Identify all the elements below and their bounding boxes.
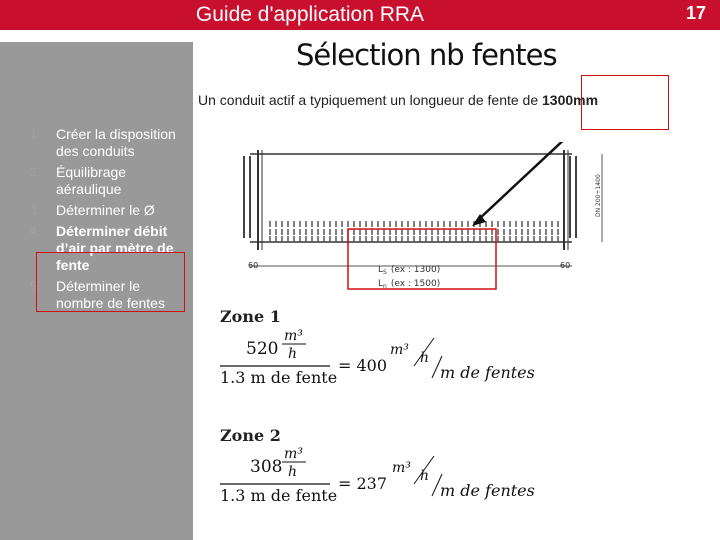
step-item [30, 202, 185, 219]
zone-2-equation [218, 444, 558, 516]
zone-1-result-unit-mid: h [420, 350, 430, 366]
zone-2-flow-unit-den: h [288, 464, 298, 480]
zone-2-result-unit-num: m³ [392, 460, 411, 476]
zone-1-flow: 520 [246, 339, 279, 359]
slide-title: Sélection nb fentes [296, 38, 557, 72]
step-item [30, 126, 185, 160]
highlight-box-step [36, 252, 185, 312]
step-label: Équilibrage aéraulique [56, 164, 127, 197]
step-label: Déterminer débit d’air par mètre de fente [56, 223, 174, 273]
height-label: DN 200÷1400 [595, 174, 602, 217]
highlight-box-length [581, 75, 669, 130]
page-number: 17 [685, 3, 706, 23]
step-number: 3. [30, 203, 41, 217]
header-title: Guide d'application RRA [195, 3, 425, 26]
zone-1-label: Zone 1 [220, 307, 281, 326]
zone-1-flow-unit-num: m³ [284, 328, 303, 344]
zone-1-divisor: 1.3 m de fente [220, 368, 338, 387]
zone-1-result: = 400 [338, 356, 388, 375]
ln-label: $L_n$ (ex : 1500) [378, 279, 441, 290]
step-label: Déterminer le Ø [56, 202, 155, 218]
zone-1-flow-unit-den: h [288, 346, 298, 362]
left-dim-label: 60 [248, 261, 259, 270]
zone-2-flow: 308 [250, 457, 283, 477]
zone-2-flow-unit-num: m³ [284, 446, 303, 462]
subtitle-value: 1300mm [542, 92, 599, 108]
zone-1-equation [218, 326, 558, 398]
zone-2-result: = 237 [338, 474, 388, 493]
step-number: 5. [30, 279, 41, 293]
step-number: 1. [30, 127, 41, 141]
zone-2-result-unit-den: m de fentes [440, 481, 535, 500]
subtitle-text: Un conduit actif a typiquement un longueur de fente de [198, 92, 543, 108]
step-label: Déterminer le nombre de fentes [56, 278, 165, 311]
zone-1-result-unit-den: m de fentes [440, 363, 535, 382]
ls-label: $L_S$ (ex : 1300) [378, 265, 441, 276]
step-item [30, 164, 185, 198]
zone-1-result-unit-num: m³ [390, 342, 409, 358]
zone-2-divisor: 1.3 m de fente [220, 486, 338, 505]
right-dim-label: 60 [560, 261, 571, 270]
duct-slot-diagram [230, 142, 610, 292]
zone-2-label: Zone 2 [220, 426, 281, 445]
header-bar [0, 0, 720, 30]
slide-subtitle [198, 92, 598, 108]
step-label: Créer la disposition des conduits [56, 126, 176, 159]
step-number: 4. [30, 224, 41, 238]
slot-rows [270, 221, 558, 242]
zone-2-result-unit-mid: h [420, 468, 430, 484]
step-number: 2. [30, 165, 41, 179]
